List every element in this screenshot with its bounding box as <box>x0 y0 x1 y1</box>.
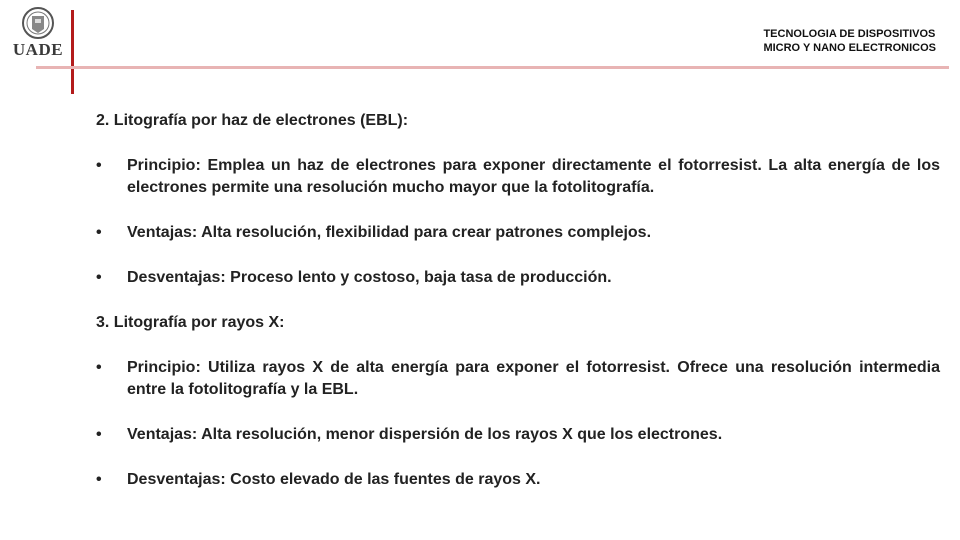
header-horizontal-divider <box>36 66 949 69</box>
bullet-dot-icon: • <box>96 359 102 376</box>
logo-text: UADE <box>12 40 64 59</box>
header-vertical-divider <box>71 10 74 94</box>
bullet-text: Ventajas: Alta resolución, menor dispersión de los rayos X que los electrones. <box>127 426 723 443</box>
bullet-item <box>96 469 940 491</box>
section-title: 3. Litografía por rayos X: <box>96 314 285 331</box>
bullet-item <box>96 267 940 289</box>
uade-logo <box>8 6 68 58</box>
slide-content <box>96 110 940 491</box>
bullet-item <box>96 155 940 199</box>
course-title <box>763 27 936 55</box>
bullet-item <box>96 357 940 401</box>
bullet-text: Principio: Emplea un haz de electrones para exponer directamente el fotorresist. La alta energía de los electrones permite una resolución mucho mayor que la fotolitografía. <box>127 157 940 196</box>
bullet-text: Desventajas: Costo elevado de las fuentes de rayos X. <box>127 471 541 488</box>
section-title: 2. Litografía por haz de electrones (EBL): <box>96 112 409 129</box>
bullet-text: Desventajas: Proceso lento y costoso, baja tasa de producción. <box>127 269 612 286</box>
bullet-dot-icon: • <box>96 269 102 286</box>
bullet-text: Ventajas: Alta resolución, flexibilidad para crear patrones complejos. <box>127 224 652 241</box>
bullet-dot-icon: • <box>96 157 102 174</box>
crest-icon <box>20 6 56 40</box>
bullet-item <box>96 424 940 446</box>
course-title-line-1: TECNOLOGIA DE DISPOSITIVOS <box>763 28 936 40</box>
bullet-dot-icon: • <box>96 426 102 443</box>
course-title-line-2: MICRO Y NANO ELECTRONICOS <box>763 42 936 54</box>
bullet-dot-icon: • <box>96 471 102 488</box>
bullet-text: Principio: Utiliza rayos X de alta energía para exponer el fotorresist. Ofrece una resolución intermedia entre la fotolitografía y la EBL. <box>127 359 940 398</box>
bullet-item <box>96 222 940 244</box>
bullet-dot-icon: • <box>96 224 102 241</box>
